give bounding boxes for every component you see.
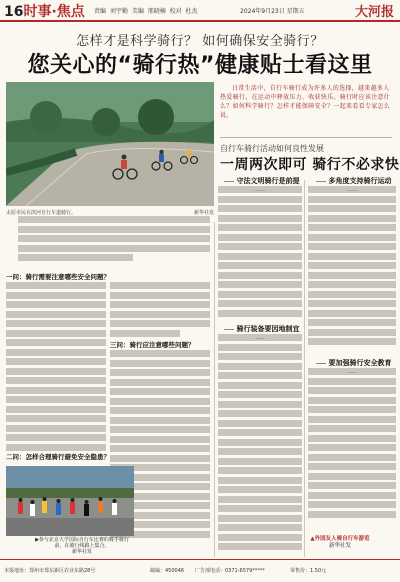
lead-photo-image bbox=[6, 82, 214, 206]
masthead bbox=[0, 0, 400, 20]
body-column bbox=[308, 368, 396, 528]
page-number: 16 bbox=[4, 4, 24, 20]
masthead-rule bbox=[0, 20, 400, 22]
inset-photo bbox=[6, 466, 134, 536]
bottom-note-line1: ▲外国友人骑自行车游览 bbox=[310, 536, 370, 542]
qa-heading: 一问：骑行需要注意哪些安全问题？ bbox=[6, 273, 110, 281]
section-name: 时事·焦点 bbox=[23, 4, 85, 20]
body-column bbox=[110, 282, 210, 338]
inset-photo-image bbox=[6, 466, 134, 536]
footer-price: 零售价：1.50元 bbox=[290, 568, 327, 574]
body-column bbox=[308, 186, 396, 354]
paper-logo: 大河报 bbox=[354, 5, 394, 20]
footer-post: 邮编：450046 bbox=[150, 568, 185, 574]
editor-credits: 责编 刘宇勤 美编 邢晓楠 校对 杜杰 bbox=[94, 8, 198, 15]
column-divider bbox=[214, 222, 215, 557]
summary-intro: 日常生活中，自行车骑行成为许多人的选择，越来越多人热爱骑行，在运动中释放压力、收获快乐。骑行时应该注意什么？如何科学骑行？怎样才能保障安全？一起来看看专家怎么说。 bbox=[220, 85, 391, 119]
bottom-note-line2: 新华社发 bbox=[328, 543, 351, 549]
lead-caption-text: 太原市民在滨河自行车道骑行。 bbox=[6, 210, 77, 216]
body-column bbox=[218, 334, 302, 556]
lead-caption-credit: 新华社发 bbox=[193, 210, 214, 216]
section-heading: 骑行装备要因地制宜 bbox=[218, 324, 302, 342]
lead-kicker: 怎样才是科学骑行？ 如何确保安全骑行？ bbox=[76, 34, 324, 49]
footer-address: 本报地址：郑州市郑东新区农业东路28号 bbox=[4, 568, 96, 574]
page-footer bbox=[0, 559, 400, 582]
lead-headline: 您关心的“骑行热”健康贴士看这里 bbox=[27, 53, 373, 78]
qa-heading: 三问：骑行应注意哪些问题？ bbox=[110, 341, 195, 349]
footer-ad-phone: 广告部电话：0371-6579***** bbox=[195, 568, 265, 574]
inset-caption-credit: 新华社发 bbox=[71, 549, 92, 555]
section-heading: 多角度支持骑行运动 bbox=[308, 176, 396, 194]
inset-caption-text: ▶参与北京大学国际自行车比赛的骑手骑行前，在骑行线路上集合。 bbox=[35, 537, 129, 549]
lead-photo bbox=[6, 82, 214, 206]
column-divider bbox=[304, 180, 305, 557]
feature-kicker: 自行车骑行活动如何良性发展 bbox=[220, 144, 324, 153]
lead-photo-caption bbox=[6, 209, 214, 216]
inset-photo-caption bbox=[34, 537, 130, 555]
body-column bbox=[218, 186, 302, 320]
qa-heading: 二问：怎样合理骑行避免安全隐患？ bbox=[6, 453, 110, 461]
summary-divider bbox=[220, 137, 392, 138]
section-heading: 要加强骑行安全教育 bbox=[308, 358, 396, 376]
feature-headline: 一周两次即可 骑行不必求快 bbox=[220, 157, 400, 173]
page-label bbox=[4, 1, 85, 21]
bottom-photo-note bbox=[286, 536, 394, 550]
intro-body bbox=[18, 216, 210, 270]
body-column bbox=[6, 282, 106, 460]
issue-date: 2024年9月23日 星期五 bbox=[240, 8, 305, 15]
section-heading: 守法文明骑行是前提 bbox=[218, 176, 302, 194]
